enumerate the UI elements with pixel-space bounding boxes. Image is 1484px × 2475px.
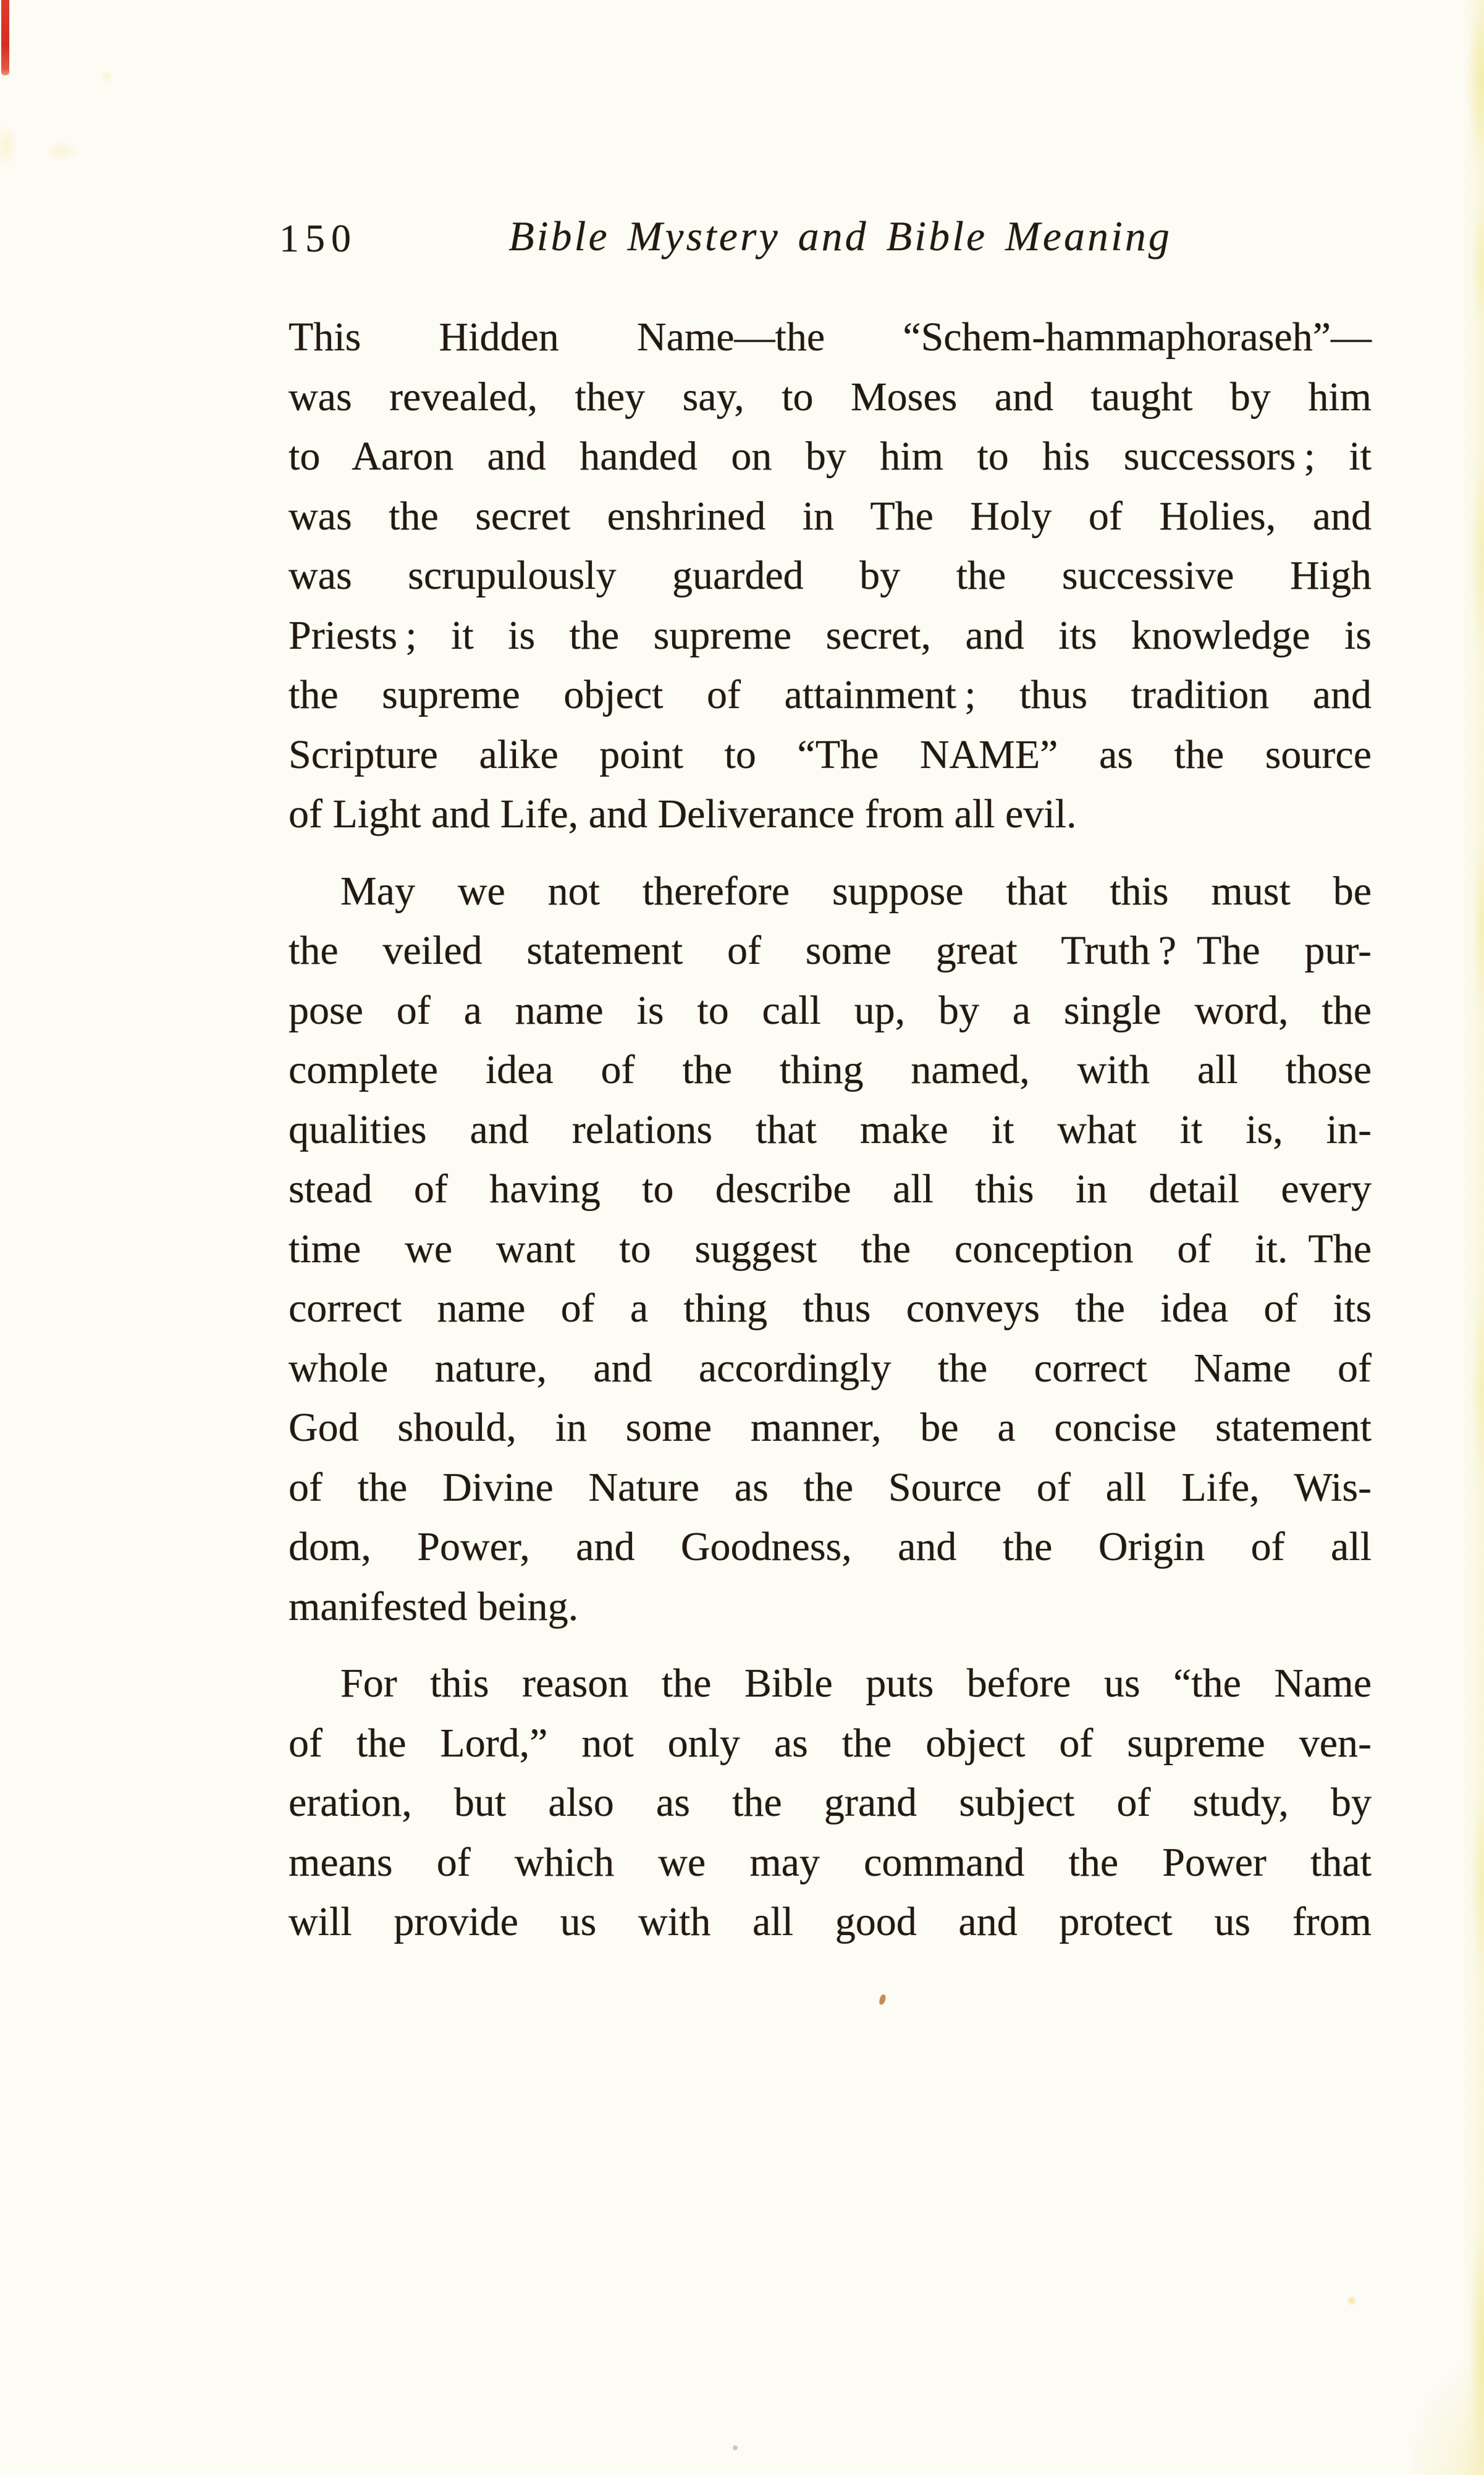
paper-smudge [44, 141, 79, 162]
text-line: For this reason the Bible puts before us “the Name [340, 1661, 1372, 1706]
page-number: 150 [279, 216, 357, 260]
text-line: was revealed, they say, to Moses and taught by him [289, 374, 1372, 420]
ink-speck [879, 1994, 887, 2005]
text-line: to Aaron and handed on by him to his successors ; it [289, 434, 1372, 479]
text-line: was scrupulously guarded by the successive High [289, 553, 1372, 598]
text-line: time we want to suggest the conception of it. The [289, 1226, 1372, 1271]
paragraph [289, 862, 1372, 1637]
text-line: was the secret enshrined in The Holy of Holies, and [289, 493, 1372, 539]
text-line: Scripture alike point to “The NAME” as the source [289, 732, 1372, 777]
text-line: Priests ; it is the supreme secret, and its knowledge is [289, 612, 1372, 658]
text-line: means of which we may command the Power that [289, 1839, 1372, 1885]
text-line: the supreme object of attainment ; thus tradition and [289, 672, 1372, 717]
text-line: the veiled statement of some great Truth ? The pur- [289, 928, 1372, 973]
text-line: This Hidden Name—the “Schem-hammaphoraseh”— [289, 314, 1372, 360]
text-line: of Light and Life, and Deliverance from all evil. [289, 791, 1077, 837]
text-line: stead of having to describe all this in detail every [289, 1166, 1372, 1212]
corner-tint [1410, 2364, 1484, 2475]
ink-speck [1347, 2296, 1357, 2306]
text-line: complete idea of the thing named, with all those [289, 1047, 1372, 1092]
running-title: Bible Mystery and Bible Meaning [508, 213, 1172, 259]
text-line: manifested being. [289, 1583, 579, 1629]
text-line: pose of a name is to call up, by a single word, the [289, 987, 1372, 1033]
paper-smudge [0, 124, 17, 167]
text-line: will provide us with all good and protect us from [289, 1899, 1372, 1944]
page-edge-yellow-tint [1444, 0, 1484, 2475]
ink-speck [733, 2445, 738, 2450]
text-line: May we not therefore suppose that this must be [340, 868, 1372, 914]
text-line: of the Lord,” not only as the object of supreme ven- [289, 1720, 1372, 1766]
text-line: God should, in some manner, be a concise statement [289, 1405, 1372, 1450]
text-line: qualities and relations that make it what it is, in- [289, 1107, 1372, 1152]
body-text [289, 308, 1372, 1952]
paragraph [289, 308, 1372, 845]
text-line: dom, Power, and Goodness, and the Origin of all [289, 1524, 1372, 1569]
text-line: of the Divine Nature as the Source of all Life, Wis- [289, 1464, 1372, 1510]
scan-artifact-red-strip [1, 0, 9, 75]
paragraph [289, 1654, 1372, 1952]
text-line: eration, but also as the grand subject of study, by [289, 1780, 1372, 1825]
text-line: correct name of a thing thus conveys the idea of its [289, 1286, 1372, 1331]
paper-smudge [100, 70, 112, 83]
text-line: whole nature, and accordingly the correct Name of [289, 1345, 1372, 1391]
